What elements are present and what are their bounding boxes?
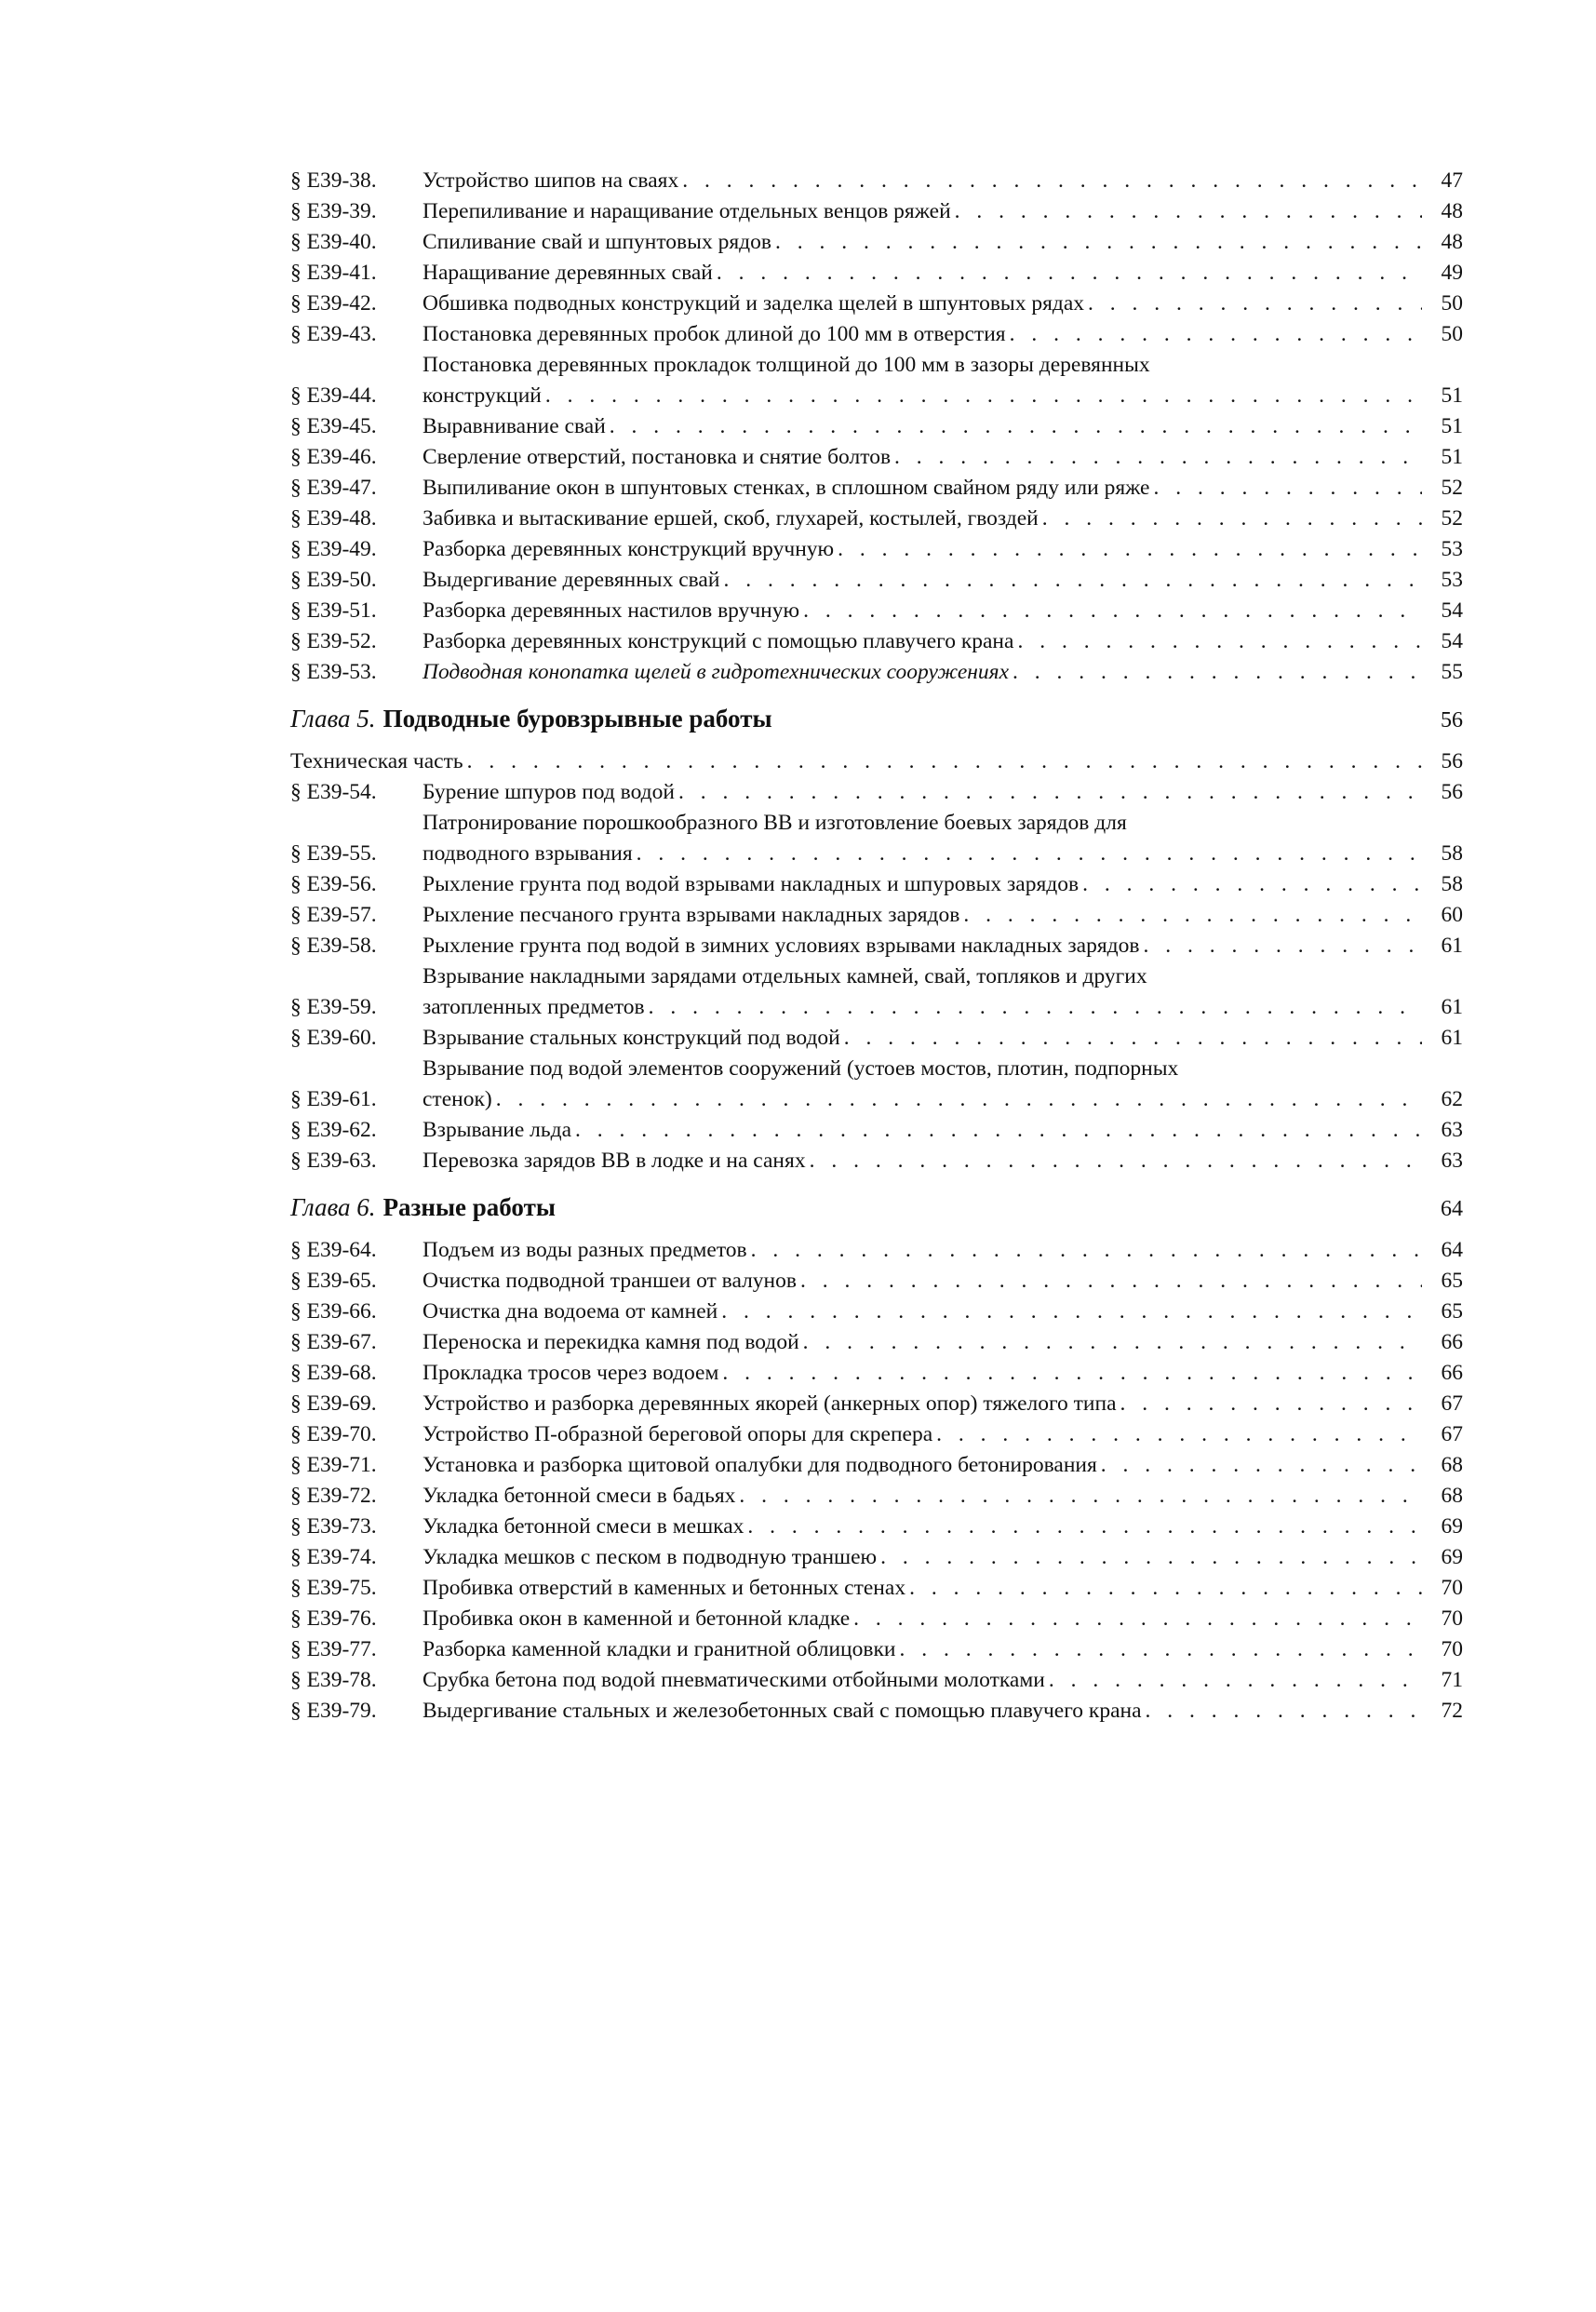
entry-number: § Е39-66. xyxy=(290,1299,377,1324)
entry-number: § Е39-55. xyxy=(290,841,377,866)
entry-page-number: 62 xyxy=(1441,1087,1463,1111)
entry-page-number: 48 xyxy=(1441,230,1463,254)
entry-number: § Е39-38. xyxy=(290,168,377,193)
dot-leader xyxy=(739,1481,1422,1512)
entry-title: Устройство шипов на сваях xyxy=(422,168,679,193)
entry-title: Очистка подводной траншеи от валунов xyxy=(422,1269,797,1293)
entry-title: Выравнивание свай xyxy=(422,414,606,438)
dot-leader xyxy=(800,1266,1422,1297)
entry-page-number: 65 xyxy=(1441,1269,1463,1293)
dot-leader xyxy=(1088,289,1422,319)
toc-entry[interactable] xyxy=(290,442,1463,473)
entry-page-number: 64 xyxy=(1441,1238,1463,1262)
entry-body xyxy=(422,196,1426,227)
entry-title: Выпиливание окон в шпунтовых стенках, в сплошном свайном ряду или ряже xyxy=(422,476,1150,500)
entry-title-continuation xyxy=(422,992,1426,1023)
entry-page-number: 67 xyxy=(1441,1422,1463,1446)
entry-title: Переноска и перекидка камня под водой xyxy=(422,1330,799,1354)
toc-entry[interactable] xyxy=(290,1358,1463,1389)
entry-body xyxy=(422,657,1426,688)
entry-number: § Е39-48. xyxy=(290,506,377,531)
entry-page-number: 51 xyxy=(1441,383,1463,408)
entry-body xyxy=(422,227,1426,258)
entry-page-number: 70 xyxy=(1441,1576,1463,1600)
entry-title: Бурение шпуров под водой xyxy=(422,780,675,804)
entry-page-number: 61 xyxy=(1441,1026,1463,1050)
entry-body xyxy=(422,808,1426,869)
dot-leader xyxy=(1101,1450,1422,1481)
entry-body xyxy=(422,1358,1426,1389)
entry-title: Разборка каменной кладки и гранитной облицовки xyxy=(422,1637,896,1661)
dot-leader xyxy=(751,1235,1422,1266)
dot-leader xyxy=(894,442,1422,473)
entry-number: § Е39-41. xyxy=(290,261,377,285)
toc-entry[interactable] xyxy=(290,900,1463,931)
entry-page-number: 68 xyxy=(1441,1453,1463,1477)
entry-body xyxy=(422,289,1426,319)
toc-entry[interactable] xyxy=(290,1573,1463,1604)
entry-page-number: 66 xyxy=(1441,1330,1463,1354)
dot-leader xyxy=(1146,1696,1422,1727)
entry-page-number: 63 xyxy=(1441,1118,1463,1142)
toc-entry[interactable] xyxy=(290,1512,1463,1542)
dot-leader xyxy=(880,1542,1422,1573)
entry-title: Прокладка тросов через водоем xyxy=(422,1361,719,1385)
entry-title: Взрывание накладными зарядами отдельных камней, свай, топляков и других xyxy=(422,964,1147,988)
entry-body xyxy=(422,1023,1426,1054)
chapter-label: Глава 5. xyxy=(290,705,376,733)
entry-page-number: 69 xyxy=(1441,1545,1463,1569)
entry-title: Устройство и разборка деревянных якорей (анкерных опор) тяжелого типа xyxy=(422,1391,1117,1416)
dot-leader xyxy=(810,1146,1422,1176)
entry-number: § Е39-68. xyxy=(290,1361,377,1385)
entry-title: Забивка и вытаскивание ершей, скоб, глухарей, костылей, гвоздей xyxy=(422,506,1039,531)
entry-body xyxy=(422,961,1426,1023)
toc-entry[interactable] xyxy=(290,289,1463,319)
entry-page-number: 67 xyxy=(1441,1391,1463,1416)
entry-body xyxy=(422,473,1426,504)
entry-title: Патронирование порошкообразного ВВ и изготовление боевых зарядов для xyxy=(422,811,1127,835)
entry-number: § Е39-57. xyxy=(290,903,377,927)
toc-entry[interactable] xyxy=(290,319,1463,350)
toc-entry[interactable] xyxy=(290,596,1463,626)
entry-body xyxy=(422,1696,1426,1727)
toc-entry[interactable] xyxy=(290,1481,1463,1512)
dot-leader xyxy=(1120,1389,1422,1419)
entry-body xyxy=(422,1604,1426,1634)
entry-page-number: 60 xyxy=(1441,903,1463,927)
dot-leader xyxy=(775,227,1422,258)
entry-body xyxy=(422,596,1426,626)
entry-number: § Е39-75. xyxy=(290,1576,377,1600)
entry-page-number: 61 xyxy=(1441,934,1463,958)
toc-entry[interactable] xyxy=(290,473,1463,504)
entry-title-continuation xyxy=(422,381,1426,411)
entry-body xyxy=(422,1512,1426,1542)
entry-page-number: 54 xyxy=(1441,598,1463,623)
entry-body xyxy=(422,1146,1426,1176)
entry-body xyxy=(422,504,1426,534)
entry-page-number: 50 xyxy=(1441,322,1463,346)
toc-entry[interactable] xyxy=(290,1023,1463,1054)
entry-page-number: 53 xyxy=(1441,568,1463,592)
entry-title: Срубка бетона под водой пневматическими отбойными молотками xyxy=(422,1668,1045,1692)
toc-entry[interactable] xyxy=(290,961,1463,1023)
entry-page-number: 58 xyxy=(1441,872,1463,896)
entry-title: Выдергивание стальных и железобетонных свай с помощью плавучего крана xyxy=(422,1699,1142,1723)
dot-leader xyxy=(610,411,1422,442)
entry-page-number: 65 xyxy=(1441,1299,1463,1324)
toc-entry[interactable] xyxy=(290,565,1463,596)
entry-title: Техническая часть xyxy=(290,749,463,773)
dot-leader xyxy=(1154,473,1423,504)
chapter-label: Глава 6. xyxy=(290,1193,376,1221)
toc-entry[interactable] xyxy=(290,504,1463,534)
dot-leader xyxy=(717,258,1422,289)
toc-entry[interactable] xyxy=(290,1115,1463,1146)
entry-page-number: 69 xyxy=(1441,1514,1463,1539)
dot-leader xyxy=(853,1604,1422,1634)
entry-number: § Е39-40. xyxy=(290,230,377,254)
dot-leader xyxy=(803,1327,1422,1358)
entry-title-continuation xyxy=(422,839,1426,869)
entry-page-number: 53 xyxy=(1441,537,1463,561)
entry-body xyxy=(422,1419,1426,1450)
entry-body xyxy=(422,1665,1426,1696)
dot-leader xyxy=(1082,869,1422,900)
entry-title-line2: затопленных предметов xyxy=(422,995,645,1019)
toc-entry[interactable] xyxy=(290,1634,1463,1665)
toc-entry[interactable] xyxy=(290,1297,1463,1327)
entry-number: § Е39-73. xyxy=(290,1514,377,1539)
entry-title: Подъем из воды разных предметов xyxy=(422,1238,747,1262)
dot-leader xyxy=(678,777,1422,808)
entry-title: Постановка деревянных прокладок толщиной до 100 мм в зазоры деревянных xyxy=(422,353,1150,377)
toc-entry[interactable] xyxy=(290,1450,1463,1481)
entry-title: Установка и разборка щитовой опалубки для подводного бетонирования xyxy=(422,1453,1097,1477)
toc-entry[interactable] xyxy=(290,411,1463,442)
entry-number: § Е39-76. xyxy=(290,1606,377,1631)
entry-body xyxy=(422,869,1426,900)
entry-number: § Е39-65. xyxy=(290,1269,377,1293)
entry-title-line2: подводного взрывания xyxy=(422,841,633,866)
toc-entry[interactable] xyxy=(290,931,1463,961)
toc-entry[interactable] xyxy=(290,626,1463,657)
dot-leader xyxy=(899,1634,1422,1665)
toc-entry[interactable] xyxy=(290,534,1463,565)
entry-title: Перепиливание и наращивание отдельных венцов ряжей xyxy=(422,199,951,223)
entry-body xyxy=(422,1542,1426,1573)
entry-title: Подводная конопатка щелей в гидротехнических сооружениях xyxy=(422,660,1010,684)
entry-page-number: 58 xyxy=(1441,841,1463,866)
toc-entry[interactable] xyxy=(290,1327,1463,1358)
chapter-page-number: 64 xyxy=(1441,1197,1463,1221)
entry-page-number: 61 xyxy=(1441,995,1463,1019)
entry-number: § Е39-46. xyxy=(290,445,377,469)
toc-entry[interactable] xyxy=(290,1696,1463,1727)
entry-body xyxy=(422,1266,1426,1297)
entry-page-number: 56 xyxy=(1441,749,1463,773)
entry-number: § Е39-58. xyxy=(290,934,377,958)
entry-title: Спиливание свай и шпунтовых рядов xyxy=(422,230,771,254)
toc-entry[interactable] xyxy=(290,777,1463,808)
dot-leader xyxy=(682,166,1422,196)
table-of-contents xyxy=(290,166,1463,1727)
entry-page-number: 52 xyxy=(1441,506,1463,531)
entry-body xyxy=(422,166,1426,196)
entry-title: Устройство П-образной береговой опоры для скрепера xyxy=(422,1422,933,1446)
entry-body xyxy=(422,1573,1426,1604)
dot-leader xyxy=(803,596,1422,626)
toc-entry[interactable] xyxy=(290,1542,1463,1573)
toc-entry[interactable] xyxy=(290,1266,1463,1297)
entry-page-number: 70 xyxy=(1441,1637,1463,1661)
chapter-title: Подводные буровзрывные работы xyxy=(382,705,772,733)
entry-body xyxy=(422,1389,1426,1419)
entry-page-number: 71 xyxy=(1441,1668,1463,1692)
entry-title: Пробивка окон в каменной и бетонной кладке xyxy=(422,1606,851,1631)
entry-number: § Е39-56. xyxy=(290,872,377,896)
entry-body xyxy=(422,411,1426,442)
toc-entry[interactable] xyxy=(290,1389,1463,1419)
dot-leader xyxy=(722,1358,1422,1389)
entry-title: Очистка дна водоема от камней xyxy=(422,1299,718,1324)
entry-body xyxy=(422,258,1426,289)
toc-entry[interactable] xyxy=(290,1665,1463,1696)
entry-page-number: 48 xyxy=(1441,199,1463,223)
toc-entry[interactable] xyxy=(290,1054,1463,1115)
entry-body xyxy=(422,1327,1426,1358)
entry-title-continuation xyxy=(422,1084,1426,1115)
entry-number: § Е39-52. xyxy=(290,629,377,653)
chapter-title: Разные работы xyxy=(382,1193,556,1221)
toc-entry[interactable] xyxy=(290,227,1463,258)
dot-leader xyxy=(1010,319,1422,350)
entry-body xyxy=(422,442,1426,473)
dot-leader xyxy=(1049,1665,1422,1696)
dot-leader xyxy=(909,1573,1422,1604)
entry-number: § Е39-44. xyxy=(290,383,377,408)
entry-title: Взрывание льда xyxy=(422,1118,572,1142)
entry-page-number: 66 xyxy=(1441,1361,1463,1385)
entry-body xyxy=(422,565,1426,596)
entry-number: § Е39-79. xyxy=(290,1699,377,1723)
entry-body xyxy=(422,1235,1426,1266)
entry-page-number: 68 xyxy=(1441,1484,1463,1508)
entry-title: Укладка бетонной смеси в бадьях xyxy=(422,1484,736,1508)
entry-title: Сверление отверстий, постановка и снятие болтов xyxy=(422,445,892,469)
dot-leader xyxy=(747,1512,1422,1542)
dot-leader xyxy=(467,746,1422,777)
entry-number: § Е39-60. xyxy=(290,1026,377,1050)
dot-leader xyxy=(844,1023,1422,1054)
chapter-page-number: 56 xyxy=(1441,708,1463,733)
entry-number: § Е39-70. xyxy=(290,1422,377,1446)
dot-leader xyxy=(1143,931,1422,961)
toc-entry[interactable] xyxy=(290,1604,1463,1634)
entry-number: § Е39-45. xyxy=(290,414,377,438)
entry-title: Перевозка зарядов ВВ в лодке и на санях xyxy=(422,1149,806,1173)
entry-body xyxy=(422,1450,1426,1481)
entry-number: § Е39-63. xyxy=(290,1149,377,1173)
entry-page-number: 54 xyxy=(1441,629,1463,653)
entry-number: § Е39-64. xyxy=(290,1238,377,1262)
dot-leader xyxy=(496,1084,1422,1115)
entry-number: § Е39-72. xyxy=(290,1484,377,1508)
entry-number: § Е39-39. xyxy=(290,199,377,223)
entry-title: Разборка деревянных конструкций вручную xyxy=(422,537,835,561)
entry-number: § Е39-50. xyxy=(290,568,377,592)
toc-entry[interactable] xyxy=(290,350,1463,411)
entry-title: Обшивка подводных конструкций и заделка щелей в шпунтовых рядах xyxy=(422,291,1085,316)
entry-title: Рыхление песчаного грунта взрывами накладных зарядов xyxy=(422,903,960,927)
entry-page-number: 47 xyxy=(1441,168,1463,193)
entry-title-line2: стенок) xyxy=(422,1087,492,1111)
entry-number: § Е39-47. xyxy=(290,476,377,500)
dot-leader xyxy=(1013,657,1422,688)
entry-page-number: 51 xyxy=(1441,414,1463,438)
entry-number: § Е39-59. xyxy=(290,995,377,1019)
entry-body xyxy=(422,1297,1426,1327)
entry-body xyxy=(422,626,1426,657)
entry-number: § Е39-49. xyxy=(290,537,377,561)
entry-page-number: 49 xyxy=(1441,261,1463,285)
entry-number: § Е39-61. xyxy=(290,1087,377,1111)
entry-body xyxy=(422,1115,1426,1146)
entry-body xyxy=(422,900,1426,931)
entry-number: § Е39-42. xyxy=(290,291,377,316)
entry-number: § Е39-62. xyxy=(290,1118,377,1142)
dot-leader xyxy=(838,534,1422,565)
entry-page-number: 52 xyxy=(1441,476,1463,500)
entry-page-number: 70 xyxy=(1441,1606,1463,1631)
entry-number: § Е39-54. xyxy=(290,780,377,804)
entry-page-number: 55 xyxy=(1441,660,1463,684)
toc-entry[interactable] xyxy=(290,869,1463,900)
dot-leader xyxy=(575,1115,1422,1146)
entry-title: Пробивка отверстий в каменных и бетонных стенах xyxy=(422,1576,906,1600)
toc-entry[interactable] xyxy=(290,1146,1463,1176)
entry-body xyxy=(422,319,1426,350)
entry-title: Взрывание стальных конструкций под водой xyxy=(422,1026,840,1050)
entry-number: § Е39-51. xyxy=(290,598,377,623)
entry-title: Разборка деревянных настилов вручную xyxy=(422,598,800,623)
entry-title: Постановка деревянных пробок длиной до 100 мм в отверстия xyxy=(422,322,1006,346)
dot-leader xyxy=(649,992,1422,1023)
entry-page-number: 63 xyxy=(1441,1149,1463,1173)
entry-title: Наращивание деревянных свай xyxy=(422,261,713,285)
entry-body xyxy=(422,777,1426,808)
chapter-heading xyxy=(290,705,1463,733)
entry-body xyxy=(422,1481,1426,1512)
dot-leader xyxy=(637,839,1422,869)
entry-page-number: 72 xyxy=(1441,1699,1463,1723)
entry-title: Укладка бетонной смеси в мешках xyxy=(422,1514,744,1539)
dot-leader xyxy=(963,900,1422,931)
entry-body xyxy=(422,534,1426,565)
dot-leader xyxy=(936,1419,1422,1450)
entry-number: § Е39-67. xyxy=(290,1330,377,1354)
entry-body xyxy=(422,1054,1426,1115)
entry-number: § Е39-69. xyxy=(290,1391,377,1416)
entry-number: § Е39-71. xyxy=(290,1453,377,1477)
toc-entry[interactable] xyxy=(290,1419,1463,1450)
dot-leader xyxy=(1042,504,1422,534)
entry-number: § Е39-74. xyxy=(290,1545,377,1569)
entry-title: Укладка мешков с песком в подводную траншею xyxy=(422,1545,878,1569)
toc-entry[interactable] xyxy=(290,1235,1463,1266)
entry-number: § Е39-78. xyxy=(290,1668,377,1692)
entry-number: § Е39-77. xyxy=(290,1637,377,1661)
toc-entry[interactable] xyxy=(290,258,1463,289)
chapter-heading xyxy=(290,1193,1463,1222)
entry-number: § Е39-53. xyxy=(290,660,377,684)
toc-entry[interactable] xyxy=(290,657,1463,688)
entry-page-number: 51 xyxy=(1441,445,1463,469)
entry-body xyxy=(422,1634,1426,1665)
entry-number: § Е39-43. xyxy=(290,322,377,346)
entry-title: Разборка деревянных конструкций с помощью плавучего крана xyxy=(422,629,1014,653)
dot-leader xyxy=(545,381,1422,411)
dot-leader xyxy=(721,1297,1422,1327)
toc-entry[interactable] xyxy=(290,196,1463,227)
toc-entry-technical-part[interactable] xyxy=(290,746,1463,777)
entry-body xyxy=(422,931,1426,961)
entry-body xyxy=(422,350,1426,411)
entry-title-line2: конструкций xyxy=(422,383,542,408)
entry-title: Рыхление грунта под водой в зимних условиях взрывами накладных зарядов xyxy=(422,934,1140,958)
dot-leader xyxy=(955,196,1422,227)
entry-page-number: 56 xyxy=(1441,780,1463,804)
toc-entry[interactable] xyxy=(290,166,1463,196)
entry-page-number: 50 xyxy=(1441,291,1463,316)
entry-title: Взрывание под водой элементов сооружений (устоев мостов, плотин, подпорных xyxy=(422,1056,1179,1081)
dot-leader xyxy=(1017,626,1422,657)
entry-title: Рыхление грунта под водой взрывами накладных и шпуровых зарядов xyxy=(422,872,1080,896)
dot-leader xyxy=(723,565,1422,596)
entry-title: Выдергивание деревянных свай xyxy=(422,568,720,592)
toc-entry[interactable] xyxy=(290,808,1463,869)
